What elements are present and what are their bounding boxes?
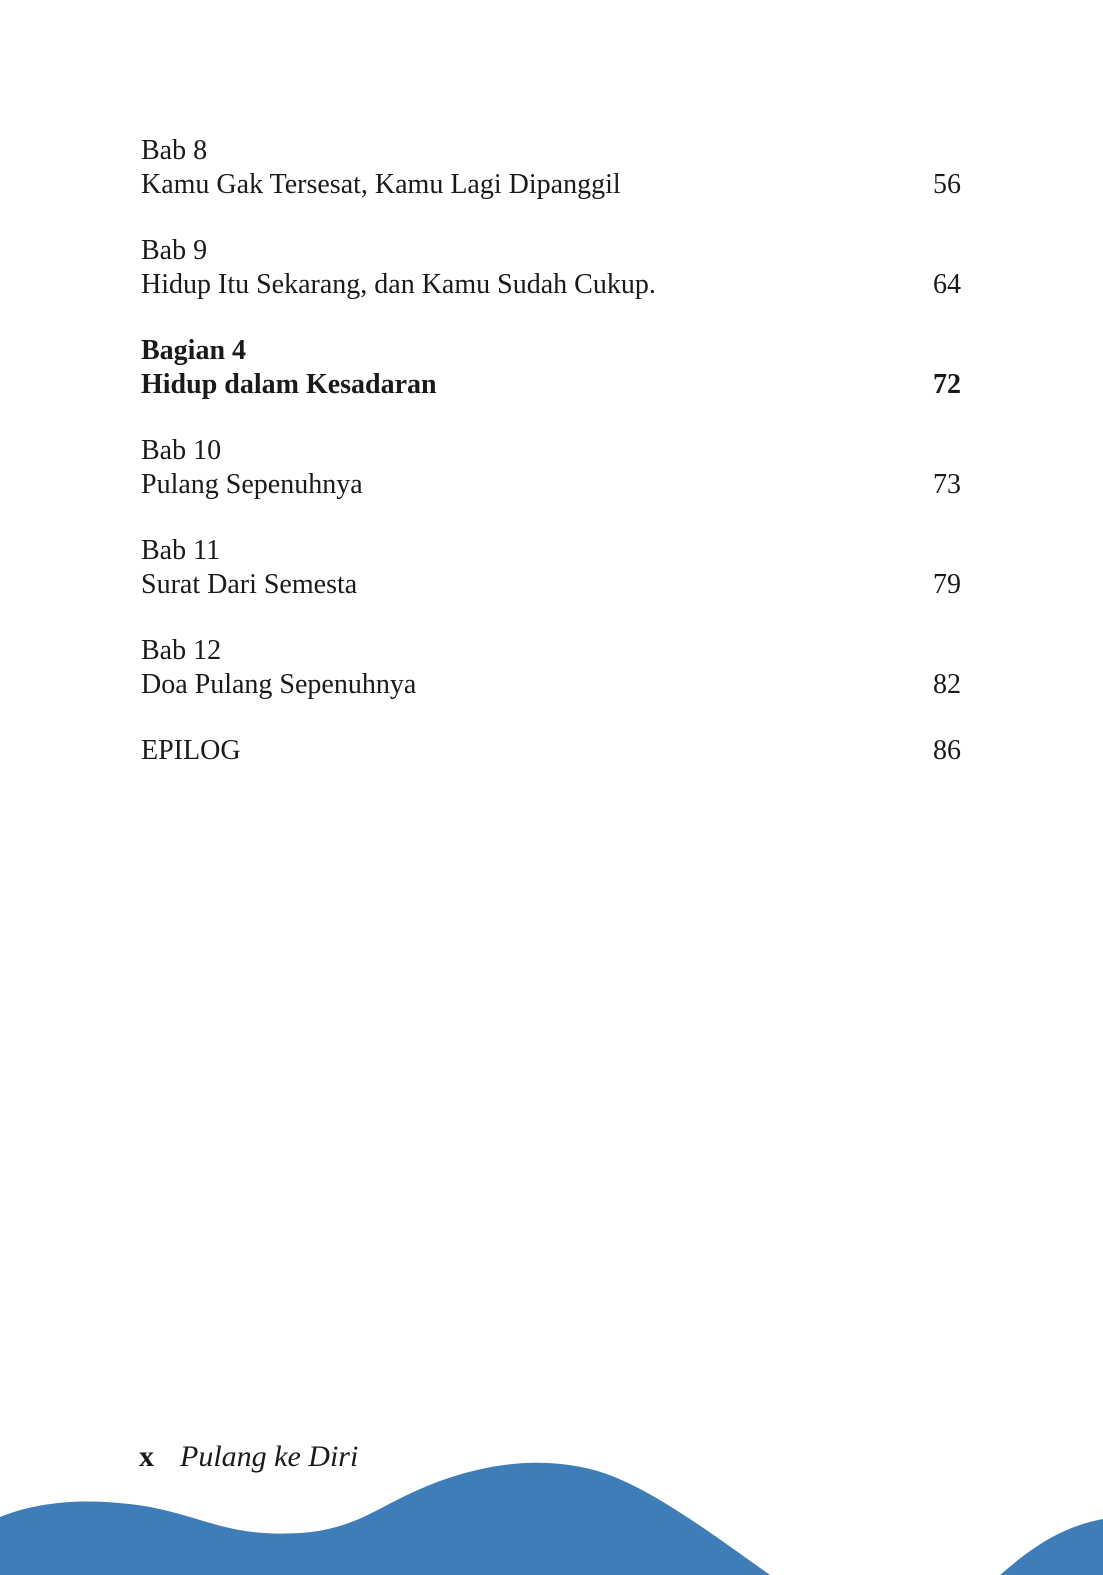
toc-entry-page: 86 bbox=[933, 735, 961, 766]
toc-entry-page: 64 bbox=[933, 269, 961, 300]
toc-entry-title: Surat Dari Semesta bbox=[141, 569, 358, 600]
toc-entry-label: Bab 12 bbox=[141, 635, 222, 666]
toc-entry-label: Bab 9 bbox=[141, 235, 208, 266]
toc-section-page: 72 bbox=[933, 369, 961, 400]
toc-entry-title: EPILOG bbox=[141, 735, 241, 766]
toc-entry-page: 56 bbox=[933, 169, 961, 200]
wave-shape bbox=[0, 1463, 1103, 1575]
toc-entry-page: 82 bbox=[933, 669, 961, 700]
toc-entry-epilog[interactable] bbox=[141, 734, 961, 768]
toc-section-label: Bagian 4 bbox=[141, 335, 247, 366]
toc-entry-label: Bab 11 bbox=[141, 535, 221, 566]
toc-entry-label: Bab 10 bbox=[141, 435, 222, 466]
toc-entry-bagian-4[interactable] bbox=[141, 334, 961, 402]
toc-entry-label: Bab 8 bbox=[141, 135, 208, 166]
toc-entry-page: 73 bbox=[933, 469, 961, 500]
toc-entry-bab-11[interactable] bbox=[141, 534, 961, 602]
page-footer bbox=[139, 1440, 358, 1474]
toc-entry-title: Doa Pulang Sepenuhnya bbox=[141, 669, 417, 700]
toc-entry-title: Pulang Sepenuhnya bbox=[141, 469, 363, 500]
toc-entry-title: Hidup Itu Sekarang, dan Kamu Sudah Cukup. bbox=[141, 269, 656, 300]
footer-page-number: x bbox=[139, 1440, 154, 1473]
toc-entry-bab-12[interactable] bbox=[141, 634, 961, 702]
toc-entry-bab-8[interactable] bbox=[141, 134, 961, 202]
toc-section-title: Hidup dalam Kesadaran bbox=[141, 369, 437, 400]
footer-book-title: Pulang ke Diri bbox=[180, 1440, 359, 1473]
toc-entry-title: Kamu Gak Tersesat, Kamu Lagi Dipanggil bbox=[141, 169, 621, 200]
toc-entry-bab-9[interactable] bbox=[141, 234, 961, 302]
toc-entry-bab-10[interactable] bbox=[141, 434, 961, 502]
toc-entry-page: 79 bbox=[933, 569, 961, 600]
table-of-contents bbox=[141, 134, 961, 800]
